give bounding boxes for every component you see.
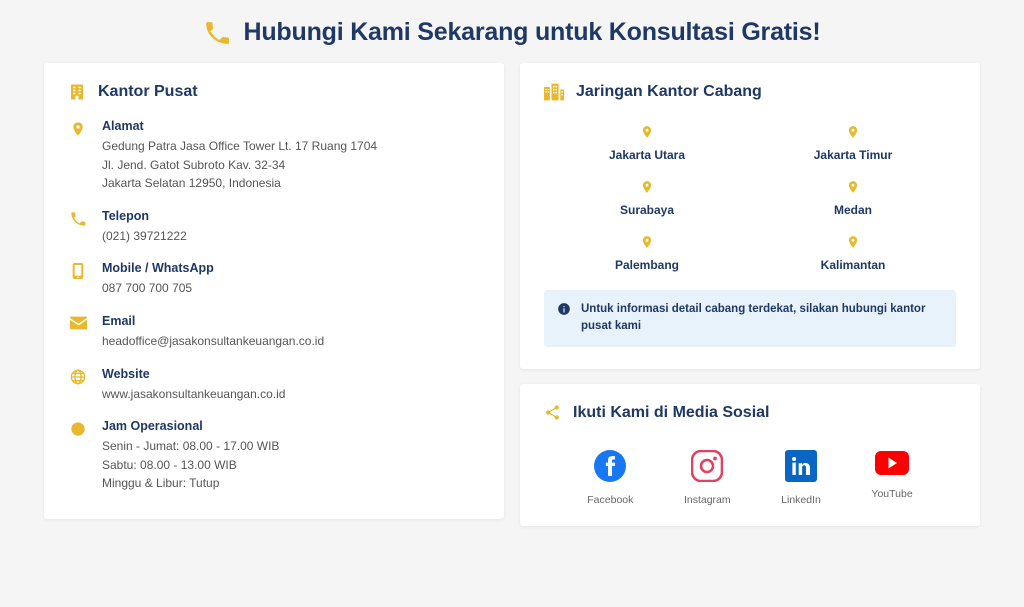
branch-name: Jakarta Utara [608,148,686,162]
branch-name: Surabaya [619,203,675,217]
content-area [0,63,1024,526]
contact-line: Gedung Patra Jasa Office Tower Lt. 17 Ruang 1704 [102,139,378,153]
contact-line: Jakarta Selatan 12950, Indonesia [102,176,281,191]
globe-icon [68,367,88,385]
social-label: Instagram [683,493,731,506]
head-office-card [44,63,504,519]
branch-item[interactable] [544,233,750,272]
contact-body [102,261,480,298]
contact-item-email [68,314,480,351]
branch-info-note [544,290,956,347]
contact-body [102,314,480,351]
map-pin-icon [846,233,860,251]
branch-title-row [544,83,956,101]
contact-body [102,119,480,193]
map-pin-icon [846,178,860,196]
page-title: Hubungi Kami Sekarang untuk Konsultasi Gratis! [243,18,821,46]
contact-item-telepon [68,209,480,246]
building-icon [68,83,86,101]
mobile-icon [68,261,88,279]
social-link-linkedin[interactable] [781,450,821,506]
head-office-title: Kantor Pusat [98,83,198,100]
office-network-icon [544,83,564,101]
branch-title: Jaringan Kantor Cabang [576,83,762,100]
contact-label: Email [102,313,136,328]
branch-info-text: Untuk informasi detail cabang terdekat, silakan hubungi kantor pusat kami [581,303,926,333]
social-title: Ikuti Kami di Media Sosial [573,403,770,421]
contact-label: Website [102,366,150,381]
contact-line: Sabtu: 08.00 - 13.00 WIB [102,457,237,472]
contact-item-mobile-whatsapp [68,261,480,298]
contact-label: Jam Operasional [102,419,203,434]
social-row [544,440,956,506]
info-icon [557,301,571,316]
instagram-icon [691,450,723,487]
youtube-icon [875,450,909,481]
head-office-column [44,63,504,519]
phone-icon [204,20,230,46]
contact-line[interactable]: 087 700 700 705 [102,281,193,296]
branch-item[interactable] [750,123,956,162]
contact-body [102,419,480,493]
branch-name: Palembang [614,258,680,272]
social-card [520,384,980,526]
branch-network-card [520,63,980,369]
contact-item-website [68,367,480,404]
contact-line[interactable]: www.jasakonsultankeuangan.co.id [102,386,286,401]
map-pin-icon [640,233,654,251]
envelope-icon [68,314,88,330]
social-title-row [544,404,956,422]
contact-line[interactable]: headoffice@jasakonsultankeuangan.co.id [102,333,325,348]
contact-line: Minggu & Libur: Tutup [102,476,220,491]
contact-label: Telepon [102,208,149,223]
linkedin-icon [785,450,817,487]
contact-body [102,209,480,246]
contact-item-alamat [68,119,480,193]
contact-line[interactable]: (021) 39721222 [102,228,187,243]
branch-name: Jakarta Timur [813,148,893,162]
share-icon [544,404,561,421]
contact-label: Mobile / WhatsApp [102,261,214,276]
branch-item[interactable] [544,123,750,162]
social-label: YouTube [871,487,913,500]
phone-icon [68,209,88,227]
map-pin-icon [846,123,860,141]
social-label: Facebook [587,493,634,506]
contact-item-jam-operasional [68,419,480,493]
contact-label: Alamat [102,119,144,133]
head-office-title-row [68,83,480,101]
social-link-facebook[interactable] [587,450,633,506]
social-label: LinkedIn [781,493,821,506]
branch-name: Kalimantan [820,258,886,272]
branch-item[interactable] [750,233,956,272]
map-pin-icon [640,123,654,141]
map-pin-icon [640,178,654,196]
facebook-icon [594,450,626,487]
page-header [0,0,1024,63]
branch-item[interactable] [544,178,750,217]
map-pin-icon [68,119,88,137]
right-column [520,63,980,526]
branch-name: Medan [833,203,872,217]
contact-body [102,367,480,404]
branch-item[interactable] [750,178,956,217]
branch-grid [544,119,956,284]
clock-icon [68,419,88,437]
social-link-instagram[interactable] [684,450,731,506]
social-link-youtube[interactable] [871,450,912,506]
contact-line: Senin - Jumat: 08.00 - 17.00 WIB [102,439,280,454]
contact-line: Jl. Jend. Gatot Subroto Kav. 32-34 [102,157,286,172]
